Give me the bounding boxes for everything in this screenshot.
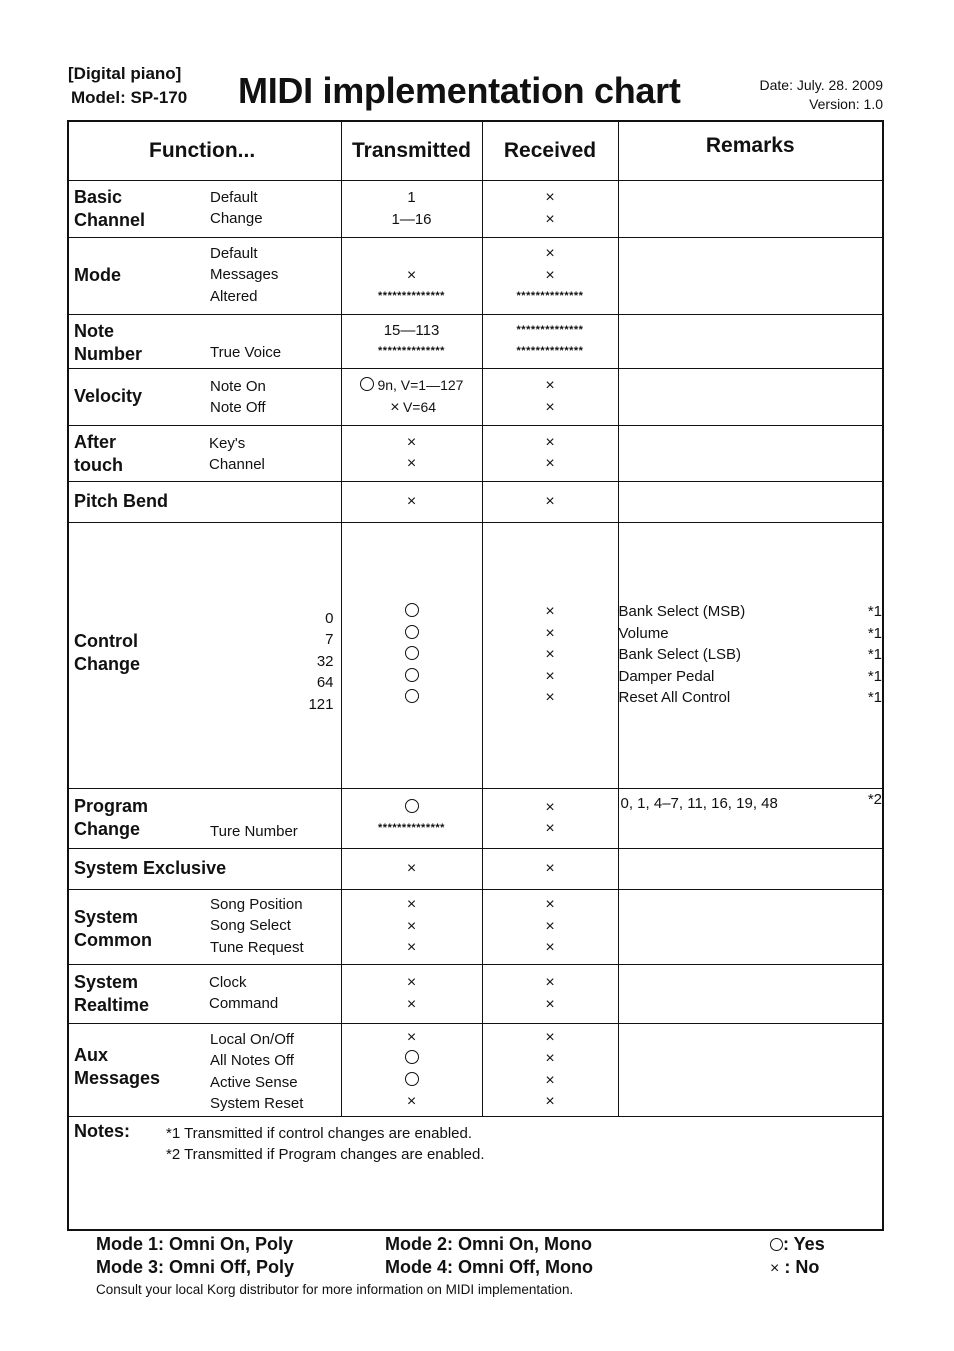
remarks-cell (618, 889, 883, 964)
function-name: Program Change (74, 795, 149, 839)
function-cell (68, 237, 341, 314)
received-cell (482, 788, 618, 848)
no-icon: × (545, 492, 555, 510)
received-cell: × × ************** (482, 237, 618, 314)
no-icon: × (545, 1028, 555, 1046)
no-icon: × (406, 917, 417, 935)
no-icon: × (545, 603, 555, 621)
notes-list (166, 1123, 485, 1166)
no-icon: × (545, 1050, 555, 1067)
yes-icon (405, 625, 419, 639)
function-cell (68, 1023, 341, 1116)
row-system-common (68, 889, 883, 964)
no-icon: × (545, 917, 555, 935)
transmitted-cell: × ************** (341, 237, 482, 314)
no-icon: × (406, 1093, 417, 1110)
transmitted-cell: 15—113 ************** (341, 314, 482, 368)
function-cell (68, 788, 341, 848)
received-cell (482, 848, 618, 889)
received-cell (482, 368, 618, 425)
remarks-cell (618, 848, 883, 889)
no-icon: × (545, 689, 555, 707)
no-icon: × (406, 995, 417, 1013)
remarks-cell (618, 368, 883, 425)
no-icon: × (406, 974, 417, 991)
mode4-label: Mode 4: Omni Off, Mono (385, 1257, 593, 1277)
yes-icon (405, 689, 419, 703)
function-sub: Default Change (210, 188, 263, 227)
no-icon: × (545, 896, 555, 914)
function-cell (68, 481, 341, 522)
header-row (68, 121, 883, 180)
no-icon: × (545, 377, 555, 394)
row-basic-channel (68, 180, 883, 237)
consult-note: Consult your local Korg distributor for more information on MIDI implementation. (96, 1282, 574, 1297)
function-cell (68, 522, 341, 788)
no-icon: × (545, 189, 555, 206)
no-icon: × (545, 974, 555, 991)
function-sub: Song Position Song Select Tune Request (210, 895, 304, 956)
no-icon: × (545, 624, 555, 642)
transmitted-cell (341, 889, 482, 964)
no-icon: × (545, 667, 555, 685)
received-cell (482, 889, 618, 964)
row-velocity (68, 368, 883, 425)
remarks-cell (618, 314, 883, 368)
function-sub: Local On/Off All Notes Off Active Sense System Reset (210, 1030, 304, 1112)
function-name: Pitch Bend (74, 490, 169, 511)
function-name: Control Change (74, 630, 141, 674)
control-numbers: 0 7 32 64 121 (308, 609, 334, 713)
row-system-exclusive (68, 848, 883, 889)
function-name: Aux Messages (74, 1044, 161, 1088)
legend (770, 1233, 825, 1280)
yes-icon (770, 1238, 783, 1251)
transmitted-cell (341, 425, 482, 481)
mode-list-right (385, 1233, 593, 1279)
transmitted-cell (341, 481, 482, 522)
received-cell (482, 425, 618, 481)
note-item: *2 Transmitted if Program changes are enabled. (166, 1146, 485, 1163)
received-cell: ************** ************** (482, 314, 618, 368)
notes-title: Notes: (74, 1120, 131, 1141)
transmitted-cell: 9n, V=1—127 × V=64 (341, 368, 482, 425)
function-sub: True Voice (210, 343, 282, 361)
remarks-cell (618, 180, 883, 237)
row-control-change (68, 522, 883, 788)
function-cell (68, 368, 341, 425)
row-notes (68, 1116, 883, 1230)
col-remarks: Remarks (618, 121, 883, 180)
function-cell (68, 314, 341, 368)
function-name: System Common (74, 906, 152, 950)
function-name: Basic Channel (74, 186, 146, 230)
yes-icon (405, 646, 419, 660)
yes-icon (405, 668, 419, 682)
function-sub: Default Messages Altered (210, 244, 279, 305)
function-name: After touch (74, 431, 123, 475)
row-aux-messages (68, 1023, 883, 1116)
remarks-cell: 0, 1, 4–7, 11, 16, 19, 48 *2 (618, 788, 883, 848)
legend-yes: : Yes (783, 1234, 825, 1254)
no-icon: × (545, 939, 555, 957)
yes-icon (405, 1050, 419, 1064)
no-icon: × (406, 266, 417, 284)
mode2-label: Mode 2: Omni On, Mono (385, 1234, 592, 1254)
transmitted-cell: 1 1—16 (341, 180, 482, 237)
function-name: Note Number (74, 320, 143, 364)
no-icon: × (390, 398, 400, 416)
remarks-cell (618, 481, 883, 522)
no-icon: × (545, 266, 555, 284)
no-icon: × (545, 798, 555, 816)
received-cell (482, 481, 618, 522)
no-icon: × (545, 455, 555, 472)
no-icon: × (406, 896, 417, 914)
notes-cell (68, 1116, 883, 1230)
remarks-cell (618, 237, 883, 314)
no-icon: × (545, 398, 555, 416)
category-label: [Digital piano] (68, 64, 182, 83)
midi-chart-table (67, 120, 884, 1231)
received-cell (482, 180, 618, 237)
function-sub: Note On Note Off (210, 377, 266, 416)
transmitted-cell: ************** (341, 788, 482, 848)
yes-icon (405, 1072, 419, 1086)
row-after-touch (68, 425, 883, 481)
no-icon: × (406, 859, 417, 877)
no-icon: × (770, 1260, 780, 1277)
version-label: Version: 1.0 (809, 96, 883, 112)
no-icon: × (545, 1093, 555, 1110)
header-left (68, 62, 187, 110)
function-name: Velocity (74, 385, 143, 406)
remarks-cell (618, 425, 883, 481)
function-name: System Exclusive (74, 857, 227, 878)
row-system-realtime (68, 964, 883, 1023)
no-icon: × (545, 1071, 555, 1089)
col-received: Received (482, 121, 618, 180)
transmitted-cell (341, 848, 482, 889)
mode-list-left (96, 1233, 294, 1279)
row-pitch-bend (68, 481, 883, 522)
received-cell (482, 522, 618, 788)
function-cell (68, 964, 341, 1023)
no-icon: × (545, 433, 555, 451)
function-cell (68, 889, 341, 964)
model-label: Model: SP-170 (71, 88, 188, 107)
function-cell (68, 848, 341, 889)
function-sub: Ture Number (210, 822, 298, 840)
remarks-cell (618, 964, 883, 1023)
transmitted-cell (341, 964, 482, 1023)
col-transmitted: Transmitted (341, 121, 482, 180)
function-cell (68, 425, 341, 481)
function-cell (68, 180, 341, 237)
mode1-label: Mode 1: Omni On, Poly (96, 1234, 294, 1254)
received-cell (482, 1023, 618, 1116)
no-icon: × (545, 820, 555, 837)
header-right (760, 76, 883, 114)
function-sub: Clock Command (209, 973, 279, 1012)
row-mode (68, 237, 883, 314)
remarks-cell: Bank Select (MSB) *1 Volume *1 Bank Select (LSB) *1 Damper Pedal *1 Reset All Control *1 (618, 522, 883, 788)
yes-icon (405, 799, 419, 813)
no-icon: × (545, 859, 555, 877)
row-program-change (68, 788, 883, 848)
function-sub: Key's Channel (209, 434, 265, 473)
remarks-cell (618, 1023, 883, 1116)
no-icon: × (545, 646, 555, 664)
mode3-label: Mode 3: Omni Off, Poly (96, 1257, 295, 1277)
no-icon: × (545, 995, 555, 1013)
row-note-number (68, 314, 883, 368)
no-icon: × (545, 210, 555, 228)
page-title: MIDI implementation chart (238, 70, 681, 111)
no-icon: × (545, 245, 555, 263)
yes-icon (405, 603, 419, 617)
no-icon: × (406, 492, 417, 510)
note-item: *1 Transmitted if control changes are enabled. (166, 1124, 473, 1142)
date-label: Date: July. 28. 2009 (759, 77, 883, 93)
legend-no: : No (784, 1257, 820, 1277)
col-function: Function... (68, 121, 341, 180)
no-icon: × (406, 433, 417, 451)
yes-icon (360, 377, 374, 391)
transmitted-cell (341, 1023, 482, 1116)
transmitted-cell (341, 522, 482, 788)
no-icon: × (406, 455, 417, 472)
no-icon: × (406, 1028, 417, 1046)
function-name: System Realtime (74, 971, 150, 1015)
function-name: Mode (74, 264, 121, 285)
no-icon: × (406, 939, 417, 957)
received-cell (482, 964, 618, 1023)
